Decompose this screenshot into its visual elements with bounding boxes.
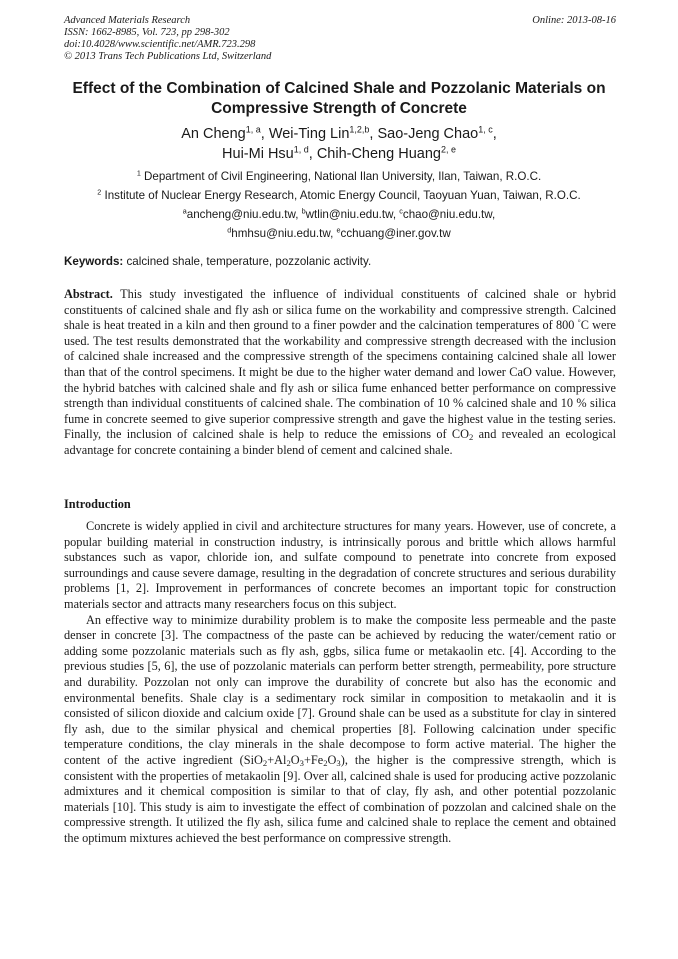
email-mark: a (182, 206, 187, 216)
subscript: 2 (323, 758, 328, 769)
subscript: 2 (286, 758, 291, 769)
affiliation-text: Department of Civil Engineering, National Ilan University, Ilan, Taiwan, R.O.C. (140, 170, 542, 183)
email-mark: e (336, 225, 341, 235)
title-line-1: Effect of the Combination of Calcined Shale and Pozzolanic Materials on (72, 80, 606, 97)
author-separator: , (369, 126, 378, 142)
keywords-label: Keywords: (64, 255, 124, 268)
affiliation-text: Institute of Nuclear Energy Research, Atomic Energy Council, Taoyuan Yuan, Taiwan, R.O.C. (101, 189, 581, 202)
intro-text: O (327, 752, 337, 767)
email-address[interactable]: cchuang@iner.gov.tw (340, 227, 451, 240)
author-name: Hui-Mi Hsu (222, 146, 294, 162)
author-affil-mark: 1,2,b (349, 124, 370, 135)
degree-symbol: ° (577, 317, 581, 327)
subscript: 3 (336, 758, 341, 769)
intro-text: An effective way to minimize durability problem is to make the composite less permeable and the paste denser in concrete [3]. The compactness of the paste can be achieved by reducing the water/cement ratio or adding some pozzolanic materials such as fly ash, ggbs, silica fume or metakaolin etc. [4]. According to the previous studies [5, 6], the use of pozzolanic materials can perform better strength, permeability, pore structure and durability. Pozzolan not only can improve the durability of concrete but also has the economic and environmental benefits. Shale clay is a sedimentary rock similar in composition to metakaolin and it is consisted of silicon dioxide and calcium oxide [7]. Ground shale can be used as a substitute for clay in sintered fly ash, due to the similar physical and chemical properties [8]. Following calcination under specific temperature conditions, the clay minerals in the shale decompose to form active material. The higher the content of the active ingredient (SiO (64, 612, 616, 767)
paper-title (56, 79, 622, 119)
intro-text: O (290, 752, 300, 767)
keywords (64, 255, 616, 269)
author-affil-mark: 1, c (478, 124, 493, 135)
author-affil-mark: 1, a (245, 124, 261, 135)
author-name: Sao-Jeng Chao (377, 126, 479, 142)
author-affil-mark: 2, e (440, 144, 456, 155)
affiliation-mark: 2 (97, 187, 102, 197)
affiliation-mark: 1 (136, 168, 141, 178)
intro-text: +Fe (303, 752, 324, 767)
intro-paragraph-2 (64, 613, 616, 847)
abstract-text: This study investigated the influence of individual constituents of calcined shale or hybrid constituents of calcined shale and fly ash or silica fume on the workability and compressive strength. Calcined shale is heat treated in a kiln and then ground to a finer powder and the calcination temperatures of 800 (64, 287, 616, 333)
introduction-heading: Introduction (64, 497, 131, 511)
author-line-2 (56, 144, 622, 164)
author-list (56, 124, 622, 164)
abstract-text: and revealed an ecological advantage for concrete containing a binder blend of cement and calcined shale. (64, 427, 616, 457)
copyright-line: © 2013 Trans Tech Publications Ltd, Switzerland (64, 51, 272, 62)
doi-line: doi:10.4028/www.scientific.net/AMR.723.298 (64, 39, 256, 50)
email-mark: d (227, 225, 232, 235)
abstract-text: C were used. The test results demonstrated that the workability and compressive strength decreased with the inclusion of calcined shale increased and the compressive strength of the specimens containing calcined shale all lower than that of the control specimens. It might be due to the higher water demand and lower CaO value. However, the hybrid batches with calcined shale and fly ash or silica fume enhanced better performance on compressive strength than individual constituents of calcined shale. The combination of 10 % calcined shale and 10 % silica fume in concrete seemed to give superior compressive strength and gave the highest value in the testing series. Finally, the inclusion of calcined shale is help to reduce the emissions of CO (64, 318, 616, 442)
introduction-body (64, 519, 616, 846)
subscript: 2 (262, 758, 268, 769)
issn-line: ISSN: 1662-8985, Vol. 723, pp 298-302 (64, 27, 230, 38)
email-mark: b (301, 206, 306, 216)
journal-header (64, 15, 616, 63)
author-separator: , (260, 126, 269, 142)
author-affil-mark: 1, d (293, 144, 309, 155)
affiliation-1 (40, 167, 638, 186)
keywords-text: calcined shale, temperature, pozzolanic activity. (123, 255, 372, 268)
email-address[interactable]: wtlin@niu.edu.tw, (305, 208, 400, 221)
online-date: Online: 2013-08-16 (532, 15, 616, 26)
affiliation-2 (40, 186, 638, 205)
title-line-2: Compressive Strength of Concrete (211, 100, 467, 117)
author-name: Chih-Cheng Huang (316, 146, 441, 162)
abstract-label: Abstract. (64, 287, 113, 301)
author-name: An Cheng (181, 126, 246, 142)
subscript: 2 (469, 432, 474, 443)
email-line-2 (40, 224, 638, 243)
email-address[interactable]: chao@niu.edu.tw, (402, 208, 496, 221)
journal-name: Advanced Materials Research (64, 15, 191, 26)
email-address[interactable]: hmhsu@niu.edu.tw, (231, 227, 337, 240)
intro-paragraph-1: Concrete is widely applied in civil and architecture structures for many years. However, use of concrete, a popular building material in construction industry, is intrinsically porous and brittle which allows harmful substances such as vapor, chloride ion, and sulfate compound to penetrate into concrete from exposed surroundings and cause severe damage, resulting in the degradation of concrete structures and serious durability problems [1, 2]. Improvement in performances of concrete becomes an important topic for construction materials sector and attracts many researchers focus on this subject. (64, 519, 616, 611)
author-name: Wei-Ting Lin (268, 126, 350, 142)
author-line-1 (56, 124, 622, 144)
subscript: 3 (299, 758, 304, 769)
email-address[interactable]: ancheng@niu.edu.tw, (186, 208, 302, 221)
intro-text: ), the higher is the compressive strength, which is consistent with the properties of metakaolin [9]. Over all, calcined shale is used for producing active pozzolanic admixtures and it chemical composition is similar to that of clay, fly ash, and other potential pozzolanic materials [10]. This study is aim to investigate the effect of combination of pozzolan and calcined shale on the compressive strength. It utilized the fly ash, silica fume and calcined shale to replace the cement and obtained the optimum mixtures achieved the best performance on compressive strength. (64, 752, 616, 845)
email-mark: c (399, 206, 403, 216)
author-separator: , (308, 146, 317, 162)
abstract (64, 287, 616, 459)
intro-text: +Al (267, 752, 287, 767)
affiliations (40, 167, 638, 243)
author-separator: , (492, 126, 497, 142)
email-line-1 (40, 205, 638, 224)
